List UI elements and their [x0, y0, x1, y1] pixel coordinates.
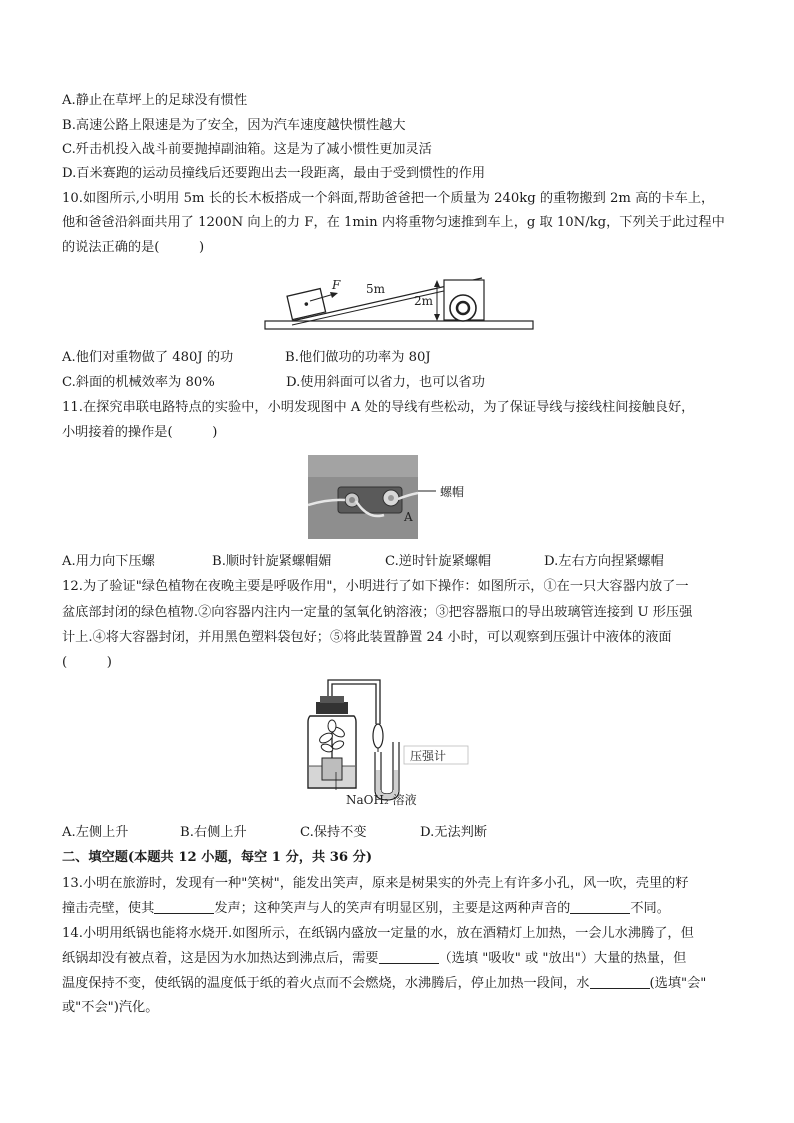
- q9-option-c: C.歼击机投入战斗前要抛掉副油箱。这是为了减小惯性更加灵活: [62, 142, 432, 157]
- q11-option-b: B.顺时针旋紧螺帽媚: [212, 554, 332, 569]
- q14-text-2a: 纸锅却没有被点着，这是因为水加热达到沸点后，需要: [62, 951, 379, 966]
- q13-text-2b: 发声；这种笑声与人的笑声有明显区别，主要是这两种声音的: [214, 901, 571, 916]
- jar-lid: [316, 702, 348, 714]
- q9-option-a: A.静止在草坪上的足球没有惯性: [62, 93, 248, 108]
- nut-label: 螺帽: [440, 485, 465, 499]
- q13-text-line1: 13.小明在旅游时，发现有一种"笑树"，能发出笑声，原来是树果实的外壳上有许多小孔，风一吹，壳里的籽: [62, 876, 689, 891]
- gauge-label: 压强计: [410, 749, 447, 763]
- q10-text-line2: 他和爸爸沿斜面共用了 1200N 向上的力 F，在 1min 内将重物匀速推到车上，g 取 10N/kg，下列关于此过程中: [62, 215, 725, 230]
- q11-option-d: D.左右方向捏紧螺帽: [544, 554, 664, 569]
- q12-text-line2: 盆底部封闭的绿色植物.②向容器内注内一定量的氢氧化钠溶液；③把容器瓶口的导出玻璃管连接到 U 形压强: [62, 605, 693, 620]
- rubber-bulb: [373, 724, 383, 748]
- q13-blank-1[interactable]: [154, 901, 214, 914]
- q11-text-line2: 小明接着的操作是( ): [62, 425, 218, 440]
- q14-text-line3: [62, 975, 706, 993]
- height-label: 2m: [414, 294, 434, 308]
- q14-text-3a: 温度保持不变，使纸锅的温度低于纸的着火点而不会燃烧，水沸腾后，停止加热一段间，水: [62, 976, 590, 991]
- q10-option-d: D.使用斜面可以省力，也可以省功: [286, 375, 485, 390]
- q13-text-line2: [62, 900, 670, 918]
- q12-option-b: B.右侧上升: [180, 825, 247, 840]
- q12-text-line1: 12.为了验证"绿色植物在夜晚主要是呼吸作用"，小明进行了如下操作：如图所示，①在一只大容器内放了一: [62, 579, 689, 594]
- q13-text-2a: 撞击壳壁，使其: [62, 901, 155, 916]
- q14-text-line4: 或"不会")汽化。: [62, 1000, 159, 1015]
- length-label: 5m: [366, 282, 386, 296]
- terminal-photo: [308, 455, 496, 539]
- q14-text-line2: [62, 950, 686, 968]
- q14-text-3b: (选填"会": [649, 976, 707, 991]
- apparatus-figure: [300, 672, 500, 808]
- q9-option-d: D.百米赛跑的运动员撞线后还要跑出去一段距离，最由于受到惯性的作用: [62, 166, 486, 181]
- q10-option-a: A.他们对重物做了 480J 的功: [62, 350, 234, 365]
- q10-option-b: B.他们做功的功率为 80J: [285, 350, 431, 365]
- section-heading: 二、填空题(本题共 12 小题，每空 1 分，共 36 分): [62, 850, 373, 865]
- q11-option-a: A.用力向下压螺: [62, 554, 155, 569]
- q14-text-line1: 14.小明用纸锅也能将水烧开.如图所示，在纸锅内盛放一定量的水，放在酒精灯上加热，一会儿水沸腾了，但: [62, 926, 694, 941]
- q11-option-c: C.逆时针旋紧螺帽: [385, 554, 492, 569]
- q12-option-a: A.左侧上升: [62, 825, 129, 840]
- q13-blank-2[interactable]: [570, 901, 630, 914]
- incline-figure: [262, 272, 538, 336]
- q14-text-2b: （选填 "吸收" 或 "放出"）大量的热量，但: [438, 951, 687, 966]
- q12-text-line3: 计上.④将大容器封闭，并用黑色塑料袋包好；⑤将此装置静置 24 小时，可以观察到压强计中液体的液面: [62, 630, 672, 645]
- q11-text-line1: 11.在探究串联电路特点的实验中，小明发现图中 A 处的导线有些松动，为了保证导线与接线柱间接触良好，: [62, 400, 695, 415]
- q12-option-d: D.无法判断: [420, 825, 488, 840]
- q10-text-line3: 的说法正确的是( ): [62, 240, 205, 255]
- point-a-label: A: [404, 510, 413, 524]
- force-label: F: [332, 278, 341, 292]
- solution-label: NaOH₂ 溶液: [346, 793, 417, 807]
- q13-text-2c: 不同。: [630, 901, 670, 916]
- q10-text-line1: 10.如图所示,小明用 5m 长的长木板搭成一个斜面,帮助爸爸把一个质量为 240kg 的重物搬到 2m 高的卡车上，: [62, 191, 715, 206]
- q10-option-c: C.斜面的机械效率为 80%: [62, 375, 215, 390]
- q12-option-c: C.保持不变: [300, 825, 367, 840]
- q14-blank-1[interactable]: [379, 951, 439, 964]
- q12-text-line4: ( ): [62, 655, 112, 670]
- q9-option-b: B.高速公路上限速是为了安全，因为汽车速度越快惯性越大: [62, 118, 406, 133]
- plant-pot: [322, 758, 342, 780]
- q14-blank-2[interactable]: [590, 976, 650, 989]
